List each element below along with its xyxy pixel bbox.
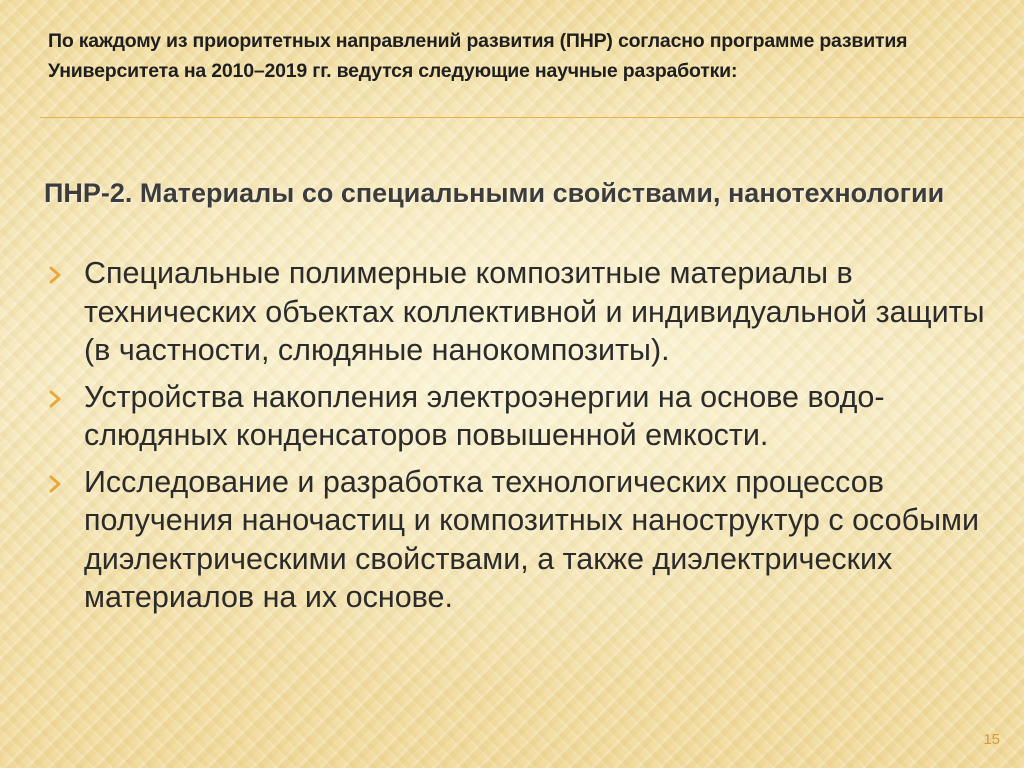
- page-number: 15: [983, 731, 1000, 748]
- bullet-list: [44, 254, 994, 625]
- bullet-text: Исследование и разработка технологических процессов получения наночастиц и композитных наноструктур с особыми диэлектрическими свойствами, а также диэлектрических материалов на их основе.: [84, 464, 979, 614]
- section-title: ПНР-2. Материалы со специальными свойствами, нанотехнологии: [44, 178, 945, 208]
- chevron-right-icon: [46, 465, 68, 499]
- slide-header: По каждому из приоритетных направлений развития (ПНР) согласно программе развития Университета на 2010–2019 гг. ведутся следующие научные разработки:: [48, 30, 908, 82]
- chevron-right-icon: [46, 380, 68, 414]
- bullet-item: [44, 463, 994, 617]
- bullet-text: Устройства накопления электроэнергии на основе водо-слюдяных конденсаторов повышенной емкости.: [84, 379, 885, 452]
- bullet-text: Специальные полимерные композитные материалы в технических объектах коллективной и индивидуальной защиты (в частности, слюдяные нанокомпозиты).: [84, 256, 985, 367]
- bullet-item: [44, 378, 994, 455]
- header-divider: [40, 117, 1024, 118]
- chevron-right-icon: [46, 256, 68, 290]
- bullet-item: [44, 254, 994, 370]
